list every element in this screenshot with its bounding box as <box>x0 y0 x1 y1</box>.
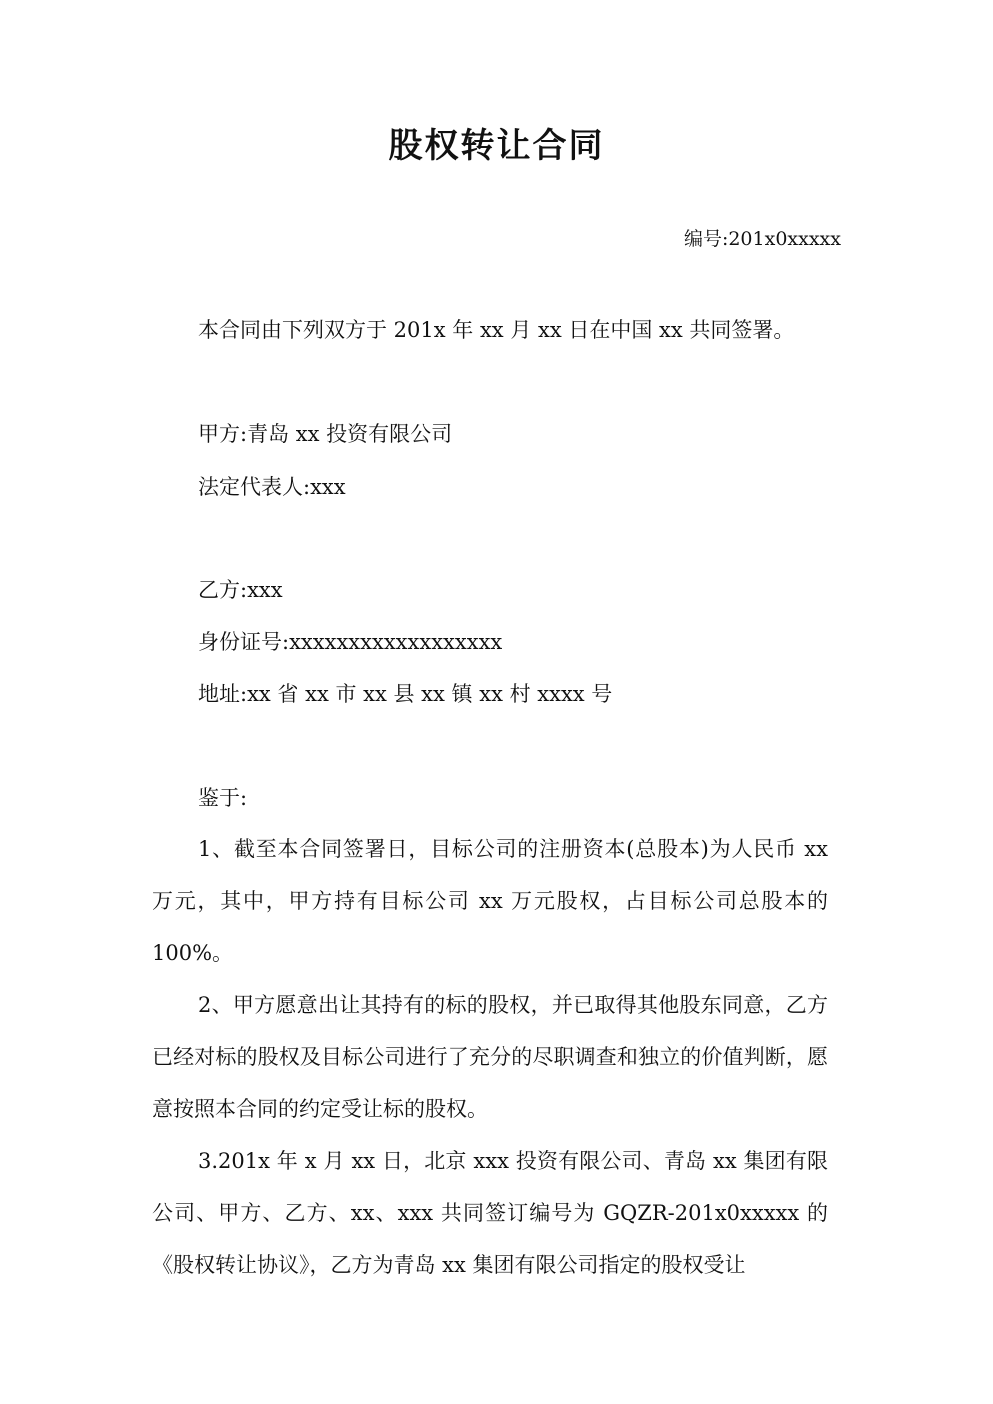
contract-number: 编号:201x0xxxxx <box>683 228 841 250</box>
party-a-name: 甲方:青岛 xx 投资有限公司 <box>198 422 453 446</box>
intro-line: 本合同由下列双方于 201x 年 xx 月 xx 日在中国 xx 共同签署。 <box>198 318 795 342</box>
party-a-representative: 法定代表人:xxx <box>198 475 346 499</box>
clause-2: 2、甲方愿意出让其持有的标的股权，并已取得其他股东同意，乙方已经对标的股权及目标公司进行了充分的尽职调查和独立的价值判断，愿意按照本合同的约定受让标的股权。 <box>152 993 828 1121</box>
document-title: 股权转让合同 <box>388 126 605 166</box>
clause-3: 3.201x 年 x 月 xx 日，北京 xxx 投资有限公司、青岛 xx 集团有限公司、甲方、乙方、xx、xxx 共同签订编号为 GQZR-201x0xxxxx 的《股权转让协议》，乙方为青岛 xx 集团有限公司指定的股权受让 <box>152 1149 828 1277</box>
party-b-id-number: 身份证号:xxxxxxxxxxxxxxxxxx <box>198 630 503 654</box>
party-b-address: 地址:xx 省 xx 市 xx 县 xx 镇 xx 村 xxxx 号 <box>198 682 613 706</box>
whereas-heading: 鉴于: <box>198 786 248 810</box>
clause-1: 1、截至本合同签署日，目标公司的注册资本(总股本)为人民币 xx 万元，其中，甲方持有目标公司 xx 万元股权，占目标公司总股本的 100%。 <box>152 837 828 965</box>
party-b-name: 乙方:xxx <box>198 578 283 602</box>
